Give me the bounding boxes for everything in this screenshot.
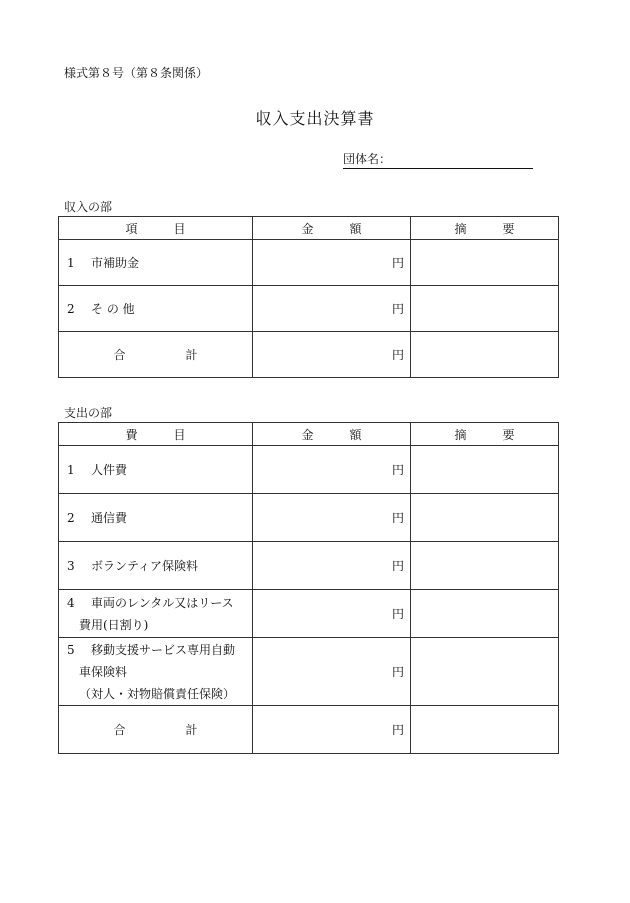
income-amount-2[interactable]: 円 <box>253 286 411 332</box>
income-item-2: 2 そ の 他 <box>59 286 253 332</box>
income-header-item: 項 目 <box>59 217 253 240</box>
expense-remarks-4[interactable] <box>411 590 559 638</box>
expense-item-3: 3 ボランティア保険料 <box>59 542 253 590</box>
expense-item-1: 1 人件費 <box>59 446 253 494</box>
income-total-label: 合 計 <box>59 332 253 378</box>
form-number-label: 様式第８号（第８条関係） <box>64 66 209 80</box>
expense-remarks-2[interactable] <box>411 494 559 542</box>
expense-header-row <box>59 423 559 446</box>
expense-section-title: 支出の部 <box>64 406 113 420</box>
table-row <box>59 446 559 494</box>
income-remarks-1[interactable] <box>411 240 559 286</box>
expense-amount-4[interactable]: 円 <box>253 590 411 638</box>
table-row <box>59 494 559 542</box>
expense-total-remarks[interactable] <box>411 706 559 754</box>
expense-item-5: 5 移動支援サービス専用自動 車保険料 （対人・対物賠償責任保険） <box>59 638 253 706</box>
income-header-remarks: 摘 要 <box>411 217 559 240</box>
table-row <box>59 638 559 706</box>
table-row <box>59 590 559 638</box>
organization-name-label: 団体名： <box>343 152 392 166</box>
expense-header-item: 費 目 <box>59 423 253 446</box>
expense-header-amount: 金 額 <box>253 423 411 446</box>
expense-header-remarks: 摘 要 <box>411 423 559 446</box>
expense-amount-3[interactable]: 円 <box>253 542 411 590</box>
income-total-row <box>59 332 559 378</box>
expense-item-2: 2 通信費 <box>59 494 253 542</box>
expense-remarks-1[interactable] <box>411 446 559 494</box>
income-header-amount: 金 額 <box>253 217 411 240</box>
expense-table <box>58 422 559 754</box>
income-total-remarks[interactable] <box>411 332 559 378</box>
expense-amount-1[interactable]: 円 <box>253 446 411 494</box>
expense-total-amount[interactable]: 円 <box>253 706 411 754</box>
expense-remarks-5[interactable] <box>411 638 559 706</box>
table-row <box>59 286 559 332</box>
expense-amount-5[interactable]: 円 <box>253 638 411 706</box>
table-row <box>59 240 559 286</box>
table-row <box>59 542 559 590</box>
expense-total-label: 合 計 <box>59 706 253 754</box>
expense-total-row <box>59 706 559 754</box>
income-header-row <box>59 217 559 240</box>
expense-amount-2[interactable]: 円 <box>253 494 411 542</box>
expense-item-4: 4 車両のレンタル又はリース 費用(日割り) <box>59 590 253 638</box>
income-amount-1[interactable]: 円 <box>253 240 411 286</box>
income-item-1: 1 市補助金 <box>59 240 253 286</box>
expense-remarks-3[interactable] <box>411 542 559 590</box>
income-total-amount[interactable]: 円 <box>253 332 411 378</box>
income-table <box>58 216 559 378</box>
income-section-title: 収入の部 <box>64 200 113 214</box>
income-remarks-2[interactable] <box>411 286 559 332</box>
organization-name-field[interactable] <box>343 152 533 169</box>
document-title: 収入支出決算書 <box>255 109 375 128</box>
